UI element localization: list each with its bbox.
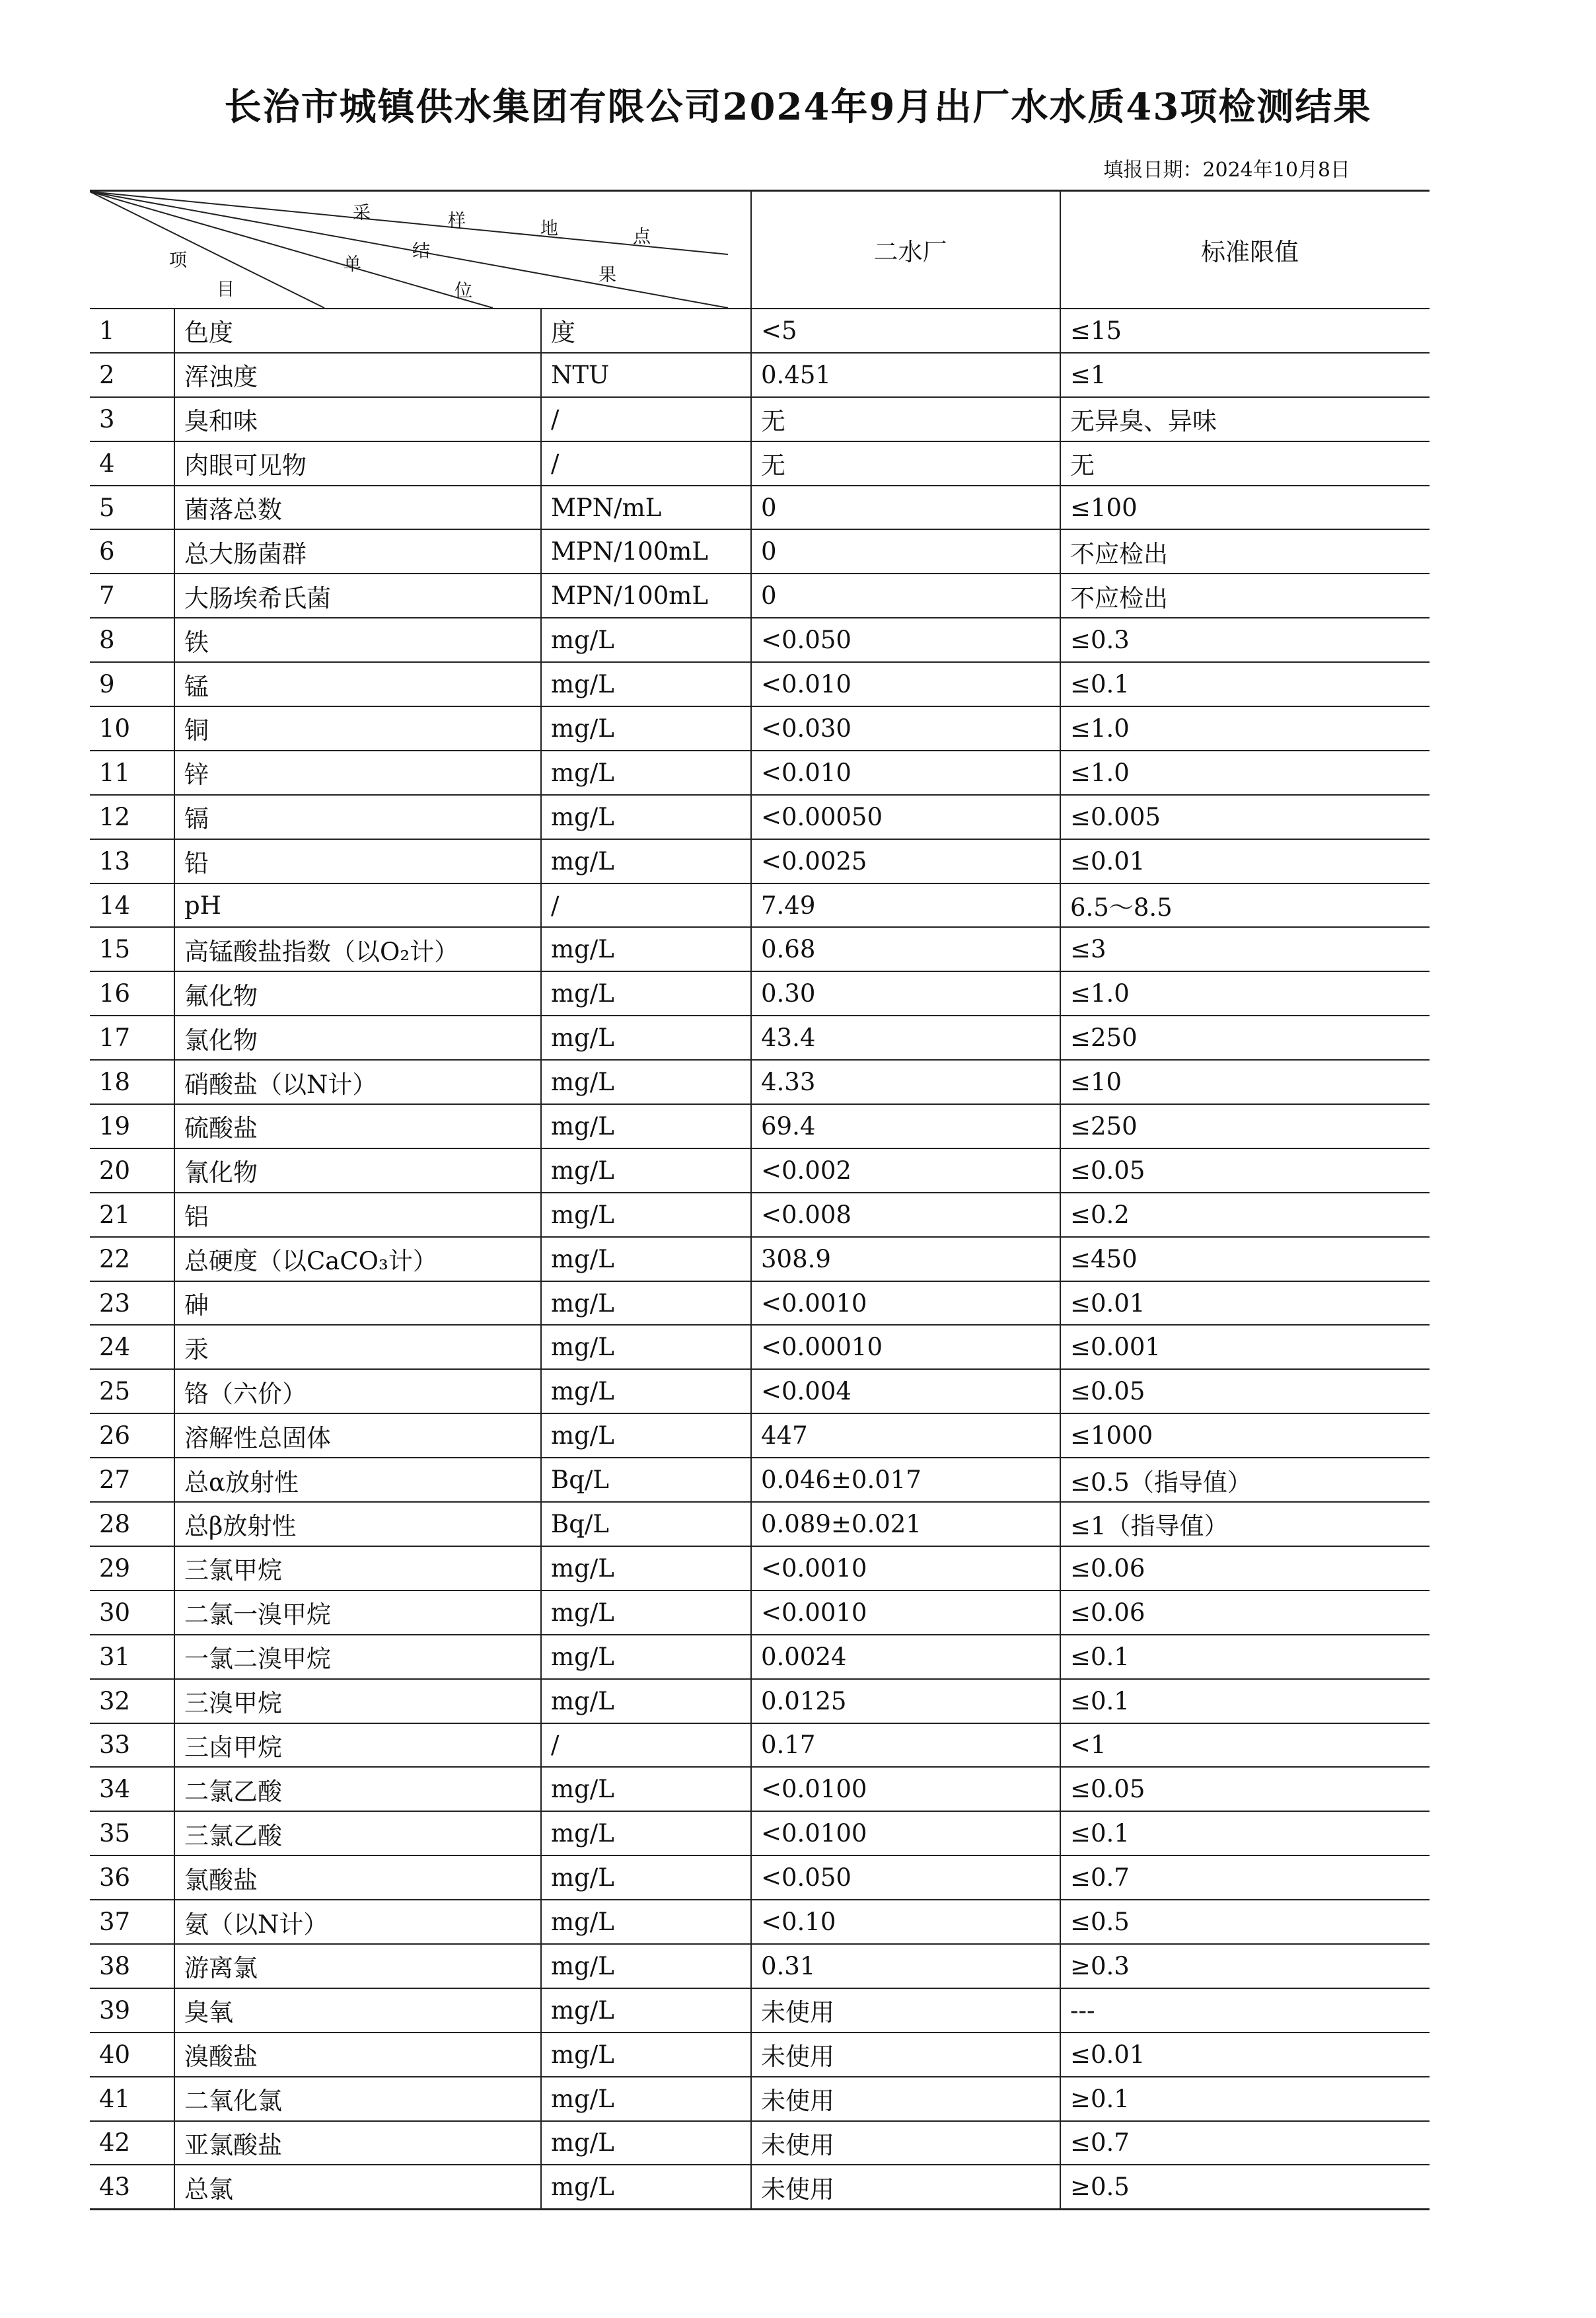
table-row xyxy=(90,1900,1430,1944)
result-value-cell: <0.0010 xyxy=(751,1546,1060,1590)
table-row xyxy=(90,751,1430,795)
unit-cell: Bq/L xyxy=(541,1502,751,1546)
table-row xyxy=(90,2165,1430,2209)
unit-cell: / xyxy=(541,883,751,928)
table-row xyxy=(90,309,1430,353)
row-number-cell: 43 xyxy=(90,2165,174,2209)
result-value-cell: 43.4 xyxy=(751,1016,1060,1060)
diag-label-sampling-3: 地 xyxy=(540,219,558,239)
result-value-cell: <0.008 xyxy=(751,1193,1060,1237)
row-number-cell: 40 xyxy=(90,2033,174,2077)
table-row xyxy=(90,2033,1430,2077)
item-name-cell: 亚氯酸盐 xyxy=(174,2121,541,2165)
table-row xyxy=(90,441,1430,486)
unit-cell: mg/L xyxy=(541,1016,751,1060)
item-name-cell: 三氯甲烷 xyxy=(174,1546,541,1590)
table-row xyxy=(90,574,1430,618)
unit-cell: mg/L xyxy=(541,706,751,751)
result-value-cell: <0.10 xyxy=(751,1900,1060,1944)
table-row xyxy=(90,1458,1430,1502)
table-row xyxy=(90,1855,1430,1900)
result-value-cell: 未使用 xyxy=(751,2165,1060,2209)
item-name-cell: 硫酸盐 xyxy=(174,1104,541,1148)
item-name-cell: 游离氯 xyxy=(174,1944,541,1988)
standard-limit-cell: ≤250 xyxy=(1060,1104,1430,1148)
standard-limit-cell: ≤450 xyxy=(1060,1237,1430,1281)
table-row xyxy=(90,1016,1430,1060)
row-number-cell: 3 xyxy=(90,397,174,441)
table-row xyxy=(90,1325,1430,1369)
row-number-cell: 9 xyxy=(90,662,174,706)
row-number-cell: 22 xyxy=(90,1237,174,1281)
item-name-cell: 氯酸盐 xyxy=(174,1855,541,1900)
standard-limit-cell: ≤0.05 xyxy=(1060,1369,1430,1413)
row-number-cell: 34 xyxy=(90,1767,174,1811)
item-name-cell: 高锰酸盐指数（以O₂计） xyxy=(174,927,541,971)
item-name-cell: 溴酸盐 xyxy=(174,2033,541,2077)
table-row xyxy=(90,2077,1430,2121)
result-value-cell: 4.33 xyxy=(751,1060,1060,1104)
item-name-cell: pH xyxy=(174,883,541,928)
result-value-cell: 0.17 xyxy=(751,1723,1060,1768)
result-value-cell: 0 xyxy=(751,486,1060,530)
row-number-cell: 25 xyxy=(90,1369,174,1413)
result-value-cell: 0 xyxy=(751,529,1060,574)
column-header-plant: 二水厂 xyxy=(751,191,1060,309)
standard-limit-cell: ≤0.01 xyxy=(1060,1281,1430,1326)
result-value-cell: <0.010 xyxy=(751,751,1060,795)
report-date: 填报日期：2024年10月8日 xyxy=(1103,159,1350,182)
unit-cell: Bq/L xyxy=(541,1458,751,1502)
table-row xyxy=(90,353,1430,397)
item-name-cell: 肉眼可见物 xyxy=(174,441,541,486)
unit-cell: mg/L xyxy=(541,751,751,795)
standard-limit-cell: <1 xyxy=(1060,1723,1430,1768)
standard-limit-cell: 不应检出 xyxy=(1060,574,1430,618)
unit-cell: mg/L xyxy=(541,1679,751,1723)
table-row xyxy=(90,1104,1430,1148)
row-number-cell: 20 xyxy=(90,1148,174,1193)
row-number-cell: 24 xyxy=(90,1325,174,1369)
result-value-cell: 0.0024 xyxy=(751,1635,1060,1679)
diag-label-item-1: 项 xyxy=(169,250,187,271)
item-name-cell: 臭和味 xyxy=(174,397,541,441)
table-row xyxy=(90,1369,1430,1413)
standard-limit-cell: ≤100 xyxy=(1060,486,1430,530)
table-row xyxy=(90,971,1430,1016)
row-number-cell: 7 xyxy=(90,574,174,618)
diag-label-result-2: 果 xyxy=(598,265,616,285)
column-header-limit: 标准限值 xyxy=(1060,191,1430,309)
standard-limit-cell: ≤0.7 xyxy=(1060,1855,1430,1900)
standard-limit-cell: --- xyxy=(1060,1988,1430,2033)
row-number-cell: 10 xyxy=(90,706,174,751)
standard-limit-cell: ≤1 xyxy=(1060,353,1430,397)
result-value-cell: <0.004 xyxy=(751,1369,1060,1413)
result-value-cell: <0.0010 xyxy=(751,1281,1060,1326)
row-number-cell: 38 xyxy=(90,1944,174,1988)
item-name-cell: 二氧化氯 xyxy=(174,2077,541,2121)
standard-limit-cell: ≥0.1 xyxy=(1060,2077,1430,2121)
row-number-cell: 41 xyxy=(90,2077,174,2121)
unit-cell: NTU xyxy=(541,353,751,397)
standard-limit-cell: ≤0.7 xyxy=(1060,2121,1430,2165)
standard-limit-cell: ≤0.05 xyxy=(1060,1148,1430,1193)
unit-cell: mg/L xyxy=(541,1237,751,1281)
unit-cell: / xyxy=(541,441,751,486)
table-row xyxy=(90,397,1430,441)
unit-cell: mg/L xyxy=(541,1325,751,1369)
item-name-cell: 菌落总数 xyxy=(174,486,541,530)
row-number-cell: 19 xyxy=(90,1104,174,1148)
result-value-cell: 未使用 xyxy=(751,1988,1060,2033)
standard-limit-cell: 无 xyxy=(1060,441,1430,486)
row-number-cell: 2 xyxy=(90,353,174,397)
row-number-cell: 16 xyxy=(90,971,174,1016)
table-row xyxy=(90,662,1430,706)
result-value-cell: 447 xyxy=(751,1413,1060,1458)
unit-cell: mg/L xyxy=(541,1988,751,2033)
table-row xyxy=(90,2121,1430,2165)
standard-limit-cell: ≥0.5 xyxy=(1060,2165,1430,2209)
item-name-cell: 总硬度（以CaCO₃计） xyxy=(174,1237,541,1281)
unit-cell: mg/L xyxy=(541,1590,751,1635)
standard-limit-cell: ≤0.3 xyxy=(1060,618,1430,662)
row-number-cell: 30 xyxy=(90,1590,174,1635)
standard-limit-cell: ≤0.1 xyxy=(1060,1635,1430,1679)
result-value-cell: <0.010 xyxy=(751,662,1060,706)
standard-limit-cell: ≥0.3 xyxy=(1060,1944,1430,1988)
unit-cell: mg/L xyxy=(541,971,751,1016)
table-row xyxy=(90,1237,1430,1281)
unit-cell: mg/L xyxy=(541,795,751,839)
standard-limit-cell: 无异臭、异味 xyxy=(1060,397,1430,441)
unit-cell: mg/L xyxy=(541,618,751,662)
table-row xyxy=(90,1988,1430,2033)
row-number-cell: 17 xyxy=(90,1016,174,1060)
result-value-cell: 无 xyxy=(751,441,1060,486)
item-name-cell: 三溴甲烷 xyxy=(174,1679,541,1723)
result-value-cell: 0.046±0.017 xyxy=(751,1458,1060,1502)
standard-limit-cell: ≤0.5（指导值） xyxy=(1060,1458,1430,1502)
result-value-cell: <0.0100 xyxy=(751,1811,1060,1855)
unit-cell: mg/L xyxy=(541,2077,751,2121)
row-number-cell: 18 xyxy=(90,1060,174,1104)
diag-label-result-1: 结 xyxy=(412,241,430,262)
table-row xyxy=(90,927,1430,971)
item-name-cell: 锰 xyxy=(174,662,541,706)
item-name-cell: 氯化物 xyxy=(174,1016,541,1060)
item-name-cell: 二氯乙酸 xyxy=(174,1767,541,1811)
table-row xyxy=(90,529,1430,574)
diag-label-unit-2: 位 xyxy=(454,281,472,301)
table-row xyxy=(90,883,1430,928)
standard-limit-cell: ≤1.0 xyxy=(1060,971,1430,1016)
unit-cell: mg/L xyxy=(541,1900,751,1944)
unit-cell: mg/L xyxy=(541,1148,751,1193)
result-value-cell: <0.050 xyxy=(751,618,1060,662)
table-row xyxy=(90,1590,1430,1635)
result-value-cell: <5 xyxy=(751,309,1060,353)
diag-label-sampling-4: 点 xyxy=(633,227,651,247)
standard-limit-cell: ≤250 xyxy=(1060,1016,1430,1060)
item-name-cell: 三卤甲烷 xyxy=(174,1723,541,1768)
result-value-cell: 0.31 xyxy=(751,1944,1060,1988)
table-row xyxy=(90,1060,1430,1104)
unit-cell: mg/L xyxy=(541,927,751,971)
standard-limit-cell: ≤1.0 xyxy=(1060,751,1430,795)
table-row xyxy=(90,1413,1430,1458)
table-row xyxy=(90,1811,1430,1855)
item-name-cell: 砷 xyxy=(174,1281,541,1326)
item-name-cell: 浑浊度 xyxy=(174,353,541,397)
standard-limit-cell: ≤1000 xyxy=(1060,1413,1430,1458)
result-value-cell: 0.68 xyxy=(751,927,1060,971)
unit-cell: mg/L xyxy=(541,1060,751,1104)
row-number-cell: 11 xyxy=(90,751,174,795)
standard-limit-cell: ≤1（指导值） xyxy=(1060,1502,1430,1546)
standard-limit-cell: ≤0.06 xyxy=(1060,1590,1430,1635)
table-row xyxy=(90,486,1430,530)
item-name-cell: 臭氧 xyxy=(174,1988,541,2033)
result-value-cell: 无 xyxy=(751,397,1060,441)
row-number-cell: 36 xyxy=(90,1855,174,1900)
unit-cell: mg/L xyxy=(541,662,751,706)
item-name-cell: 一氯二溴甲烷 xyxy=(174,1635,541,1679)
unit-cell: MPN/100mL xyxy=(541,574,751,618)
item-name-cell: 总β放射性 xyxy=(174,1502,541,1546)
unit-cell: / xyxy=(541,1723,751,1768)
row-number-cell: 32 xyxy=(90,1679,174,1723)
standard-limit-cell: ≤0.005 xyxy=(1060,795,1430,839)
table-row xyxy=(90,618,1430,662)
result-value-cell: <0.0100 xyxy=(751,1767,1060,1811)
row-number-cell: 23 xyxy=(90,1281,174,1326)
row-number-cell: 8 xyxy=(90,618,174,662)
diag-label-item-2: 目 xyxy=(217,280,235,300)
unit-cell: mg/L xyxy=(541,2121,751,2165)
item-name-cell: 溶解性总固体 xyxy=(174,1413,541,1458)
result-value-cell: <0.00010 xyxy=(751,1325,1060,1369)
result-value-cell: <0.050 xyxy=(751,1855,1060,1900)
item-name-cell: 镉 xyxy=(174,795,541,839)
unit-cell: / xyxy=(541,397,751,441)
item-name-cell: 二氯一溴甲烷 xyxy=(174,1590,541,1635)
result-value-cell: 308.9 xyxy=(751,1237,1060,1281)
table-row xyxy=(90,1679,1430,1723)
result-value-cell: 0 xyxy=(751,574,1060,618)
item-name-cell: 汞 xyxy=(174,1325,541,1369)
item-name-cell: 总氯 xyxy=(174,2165,541,2209)
standard-limit-cell: ≤10 xyxy=(1060,1060,1430,1104)
unit-cell: mg/L xyxy=(541,2033,751,2077)
unit-cell: mg/L xyxy=(541,1193,751,1237)
result-value-cell: 0.451 xyxy=(751,353,1060,397)
unit-cell: mg/L xyxy=(541,1369,751,1413)
row-number-cell: 6 xyxy=(90,529,174,574)
result-value-cell: 0.30 xyxy=(751,971,1060,1016)
standard-limit-cell: ≤3 xyxy=(1060,927,1430,971)
water-quality-table xyxy=(90,190,1430,2210)
item-name-cell: 铬（六价） xyxy=(174,1369,541,1413)
item-name-cell: 铁 xyxy=(174,618,541,662)
row-number-cell: 5 xyxy=(90,486,174,530)
result-value-cell: 0.089±0.021 xyxy=(751,1502,1060,1546)
item-name-cell: 铝 xyxy=(174,1193,541,1237)
standard-limit-cell: ≤0.1 xyxy=(1060,1811,1430,1855)
standard-limit-cell: ≤0.5 xyxy=(1060,1900,1430,1944)
unit-cell: 度 xyxy=(541,309,751,353)
item-name-cell: 三氯乙酸 xyxy=(174,1811,541,1855)
document-title: 长治市城镇供水集团有限公司2024年9月出厂水水质43项检测结果 xyxy=(224,85,1372,129)
standard-limit-cell: ≤0.01 xyxy=(1060,2033,1430,2077)
item-name-cell: 氟化物 xyxy=(174,971,541,1016)
standard-limit-cell: ≤0.05 xyxy=(1060,1767,1430,1811)
table-row xyxy=(90,1148,1430,1193)
item-name-cell: 铅 xyxy=(174,839,541,883)
row-number-cell: 21 xyxy=(90,1193,174,1237)
result-value-cell: 未使用 xyxy=(751,2077,1060,2121)
table-row xyxy=(90,1281,1430,1326)
standard-limit-cell: ≤0.001 xyxy=(1060,1325,1430,1369)
row-number-cell: 26 xyxy=(90,1413,174,1458)
row-number-cell: 42 xyxy=(90,2121,174,2165)
standard-limit-cell: ≤0.2 xyxy=(1060,1193,1430,1237)
item-name-cell: 大肠埃希氏菌 xyxy=(174,574,541,618)
result-value-cell: <0.0025 xyxy=(751,839,1060,883)
unit-cell: mg/L xyxy=(541,1855,751,1900)
row-number-cell: 12 xyxy=(90,795,174,839)
standard-limit-cell: 不应检出 xyxy=(1060,529,1430,574)
result-value-cell: 未使用 xyxy=(751,2033,1060,2077)
item-name-cell: 氨（以N计） xyxy=(174,1900,541,1944)
diagonal-header-cell xyxy=(90,191,751,309)
row-number-cell: 33 xyxy=(90,1723,174,1768)
row-number-cell: 1 xyxy=(90,309,174,353)
item-name-cell: 铜 xyxy=(174,706,541,751)
result-value-cell: 69.4 xyxy=(751,1104,1060,1148)
diag-label-sampling-1: 采 xyxy=(353,203,371,223)
unit-cell: mg/L xyxy=(541,1413,751,1458)
row-number-cell: 39 xyxy=(90,1988,174,2033)
table-row xyxy=(90,1193,1430,1237)
table-row xyxy=(90,1767,1430,1811)
row-number-cell: 31 xyxy=(90,1635,174,1679)
row-number-cell: 29 xyxy=(90,1546,174,1590)
item-name-cell: 总α放射性 xyxy=(174,1458,541,1502)
item-name-cell: 总大肠菌群 xyxy=(174,529,541,574)
unit-cell: mg/L xyxy=(541,1546,751,1590)
unit-cell: mg/L xyxy=(541,2165,751,2209)
table-row xyxy=(90,1723,1430,1768)
table-row xyxy=(90,795,1430,839)
row-number-cell: 37 xyxy=(90,1900,174,1944)
unit-cell: MPN/mL xyxy=(541,486,751,530)
unit-cell: mg/L xyxy=(541,1281,751,1326)
table-row xyxy=(90,1944,1430,1988)
standard-limit-cell: 6.5～8.5 xyxy=(1060,883,1430,928)
item-name-cell: 硝酸盐（以N计） xyxy=(174,1060,541,1104)
result-value-cell: 7.49 xyxy=(751,883,1060,928)
standard-limit-cell: ≤0.1 xyxy=(1060,662,1430,706)
result-value-cell: <0.030 xyxy=(751,706,1060,751)
table-row xyxy=(90,1635,1430,1679)
result-value-cell: <0.00050 xyxy=(751,795,1060,839)
unit-cell: mg/L xyxy=(541,1635,751,1679)
row-number-cell: 15 xyxy=(90,927,174,971)
table-row xyxy=(90,839,1430,883)
result-value-cell: <0.002 xyxy=(751,1148,1060,1193)
unit-cell: mg/L xyxy=(541,1767,751,1811)
row-number-cell: 14 xyxy=(90,883,174,928)
unit-cell: mg/L xyxy=(541,839,751,883)
standard-limit-cell: ≤0.1 xyxy=(1060,1679,1430,1723)
row-number-cell: 28 xyxy=(90,1502,174,1546)
standard-limit-cell: ≤15 xyxy=(1060,309,1430,353)
unit-cell: mg/L xyxy=(541,1104,751,1148)
item-name-cell: 氰化物 xyxy=(174,1148,541,1193)
standard-limit-cell: ≤0.01 xyxy=(1060,839,1430,883)
table-header-row xyxy=(90,191,1430,309)
unit-cell: mg/L xyxy=(541,1944,751,1988)
result-value-cell: 0.0125 xyxy=(751,1679,1060,1723)
row-number-cell: 4 xyxy=(90,441,174,486)
standard-limit-cell: ≤1.0 xyxy=(1060,706,1430,751)
result-value-cell: 未使用 xyxy=(751,2121,1060,2165)
diag-label-unit-1: 单 xyxy=(344,254,361,275)
row-number-cell: 13 xyxy=(90,839,174,883)
row-number-cell: 27 xyxy=(90,1458,174,1502)
table-row xyxy=(90,706,1430,751)
row-number-cell: 35 xyxy=(90,1811,174,1855)
item-name-cell: 锌 xyxy=(174,751,541,795)
table-row xyxy=(90,1502,1430,1546)
table-row xyxy=(90,1546,1430,1590)
item-name-cell: 色度 xyxy=(174,309,541,353)
diag-label-sampling-2: 样 xyxy=(448,211,466,231)
unit-cell: MPN/100mL xyxy=(541,529,751,574)
unit-cell: mg/L xyxy=(541,1811,751,1855)
result-value-cell: <0.0010 xyxy=(751,1590,1060,1635)
standard-limit-cell: ≤0.06 xyxy=(1060,1546,1430,1590)
